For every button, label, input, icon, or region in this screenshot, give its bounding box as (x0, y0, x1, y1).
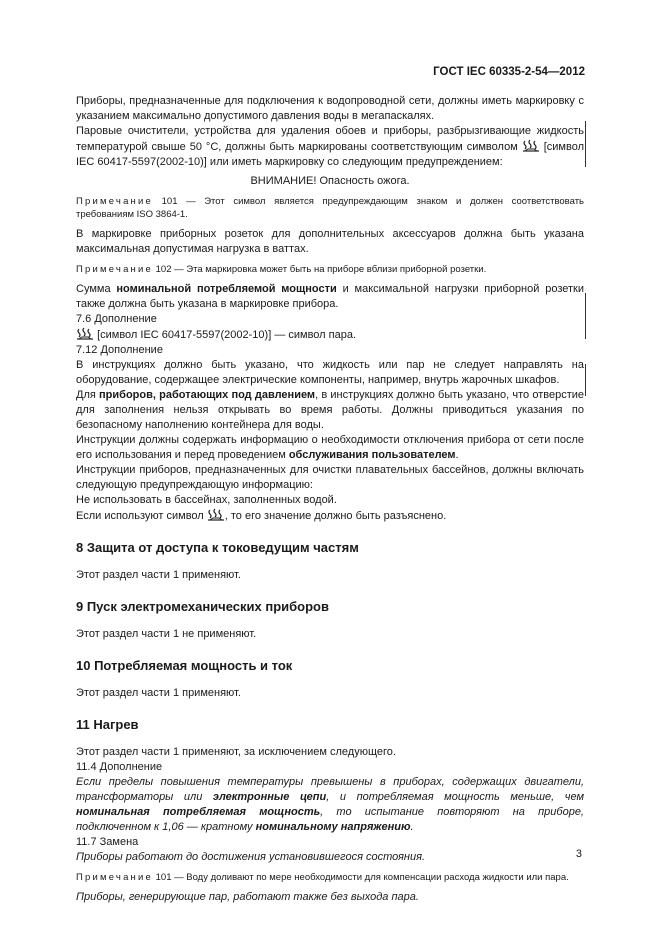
text-run: Сумма (76, 283, 117, 295)
text-run: , и потребляемая мощность меньше, чем (326, 791, 584, 803)
paragraph (76, 775, 584, 835)
steam-symbol-icon (207, 508, 225, 522)
paragraph: Этот раздел части 1 применяют, за исключением следующего. (76, 746, 396, 758)
defined-term: номинальной потребляемой мощности (116, 283, 337, 295)
steam-symbol-icon (522, 139, 540, 153)
paragraph: Этот раздел части 1 не применяют. (76, 628, 257, 640)
steam-symbol-icon (76, 327, 94, 341)
paragraph (76, 94, 584, 124)
paragraph-text: Паровые очистители, устройства для удаления обоев и приборы, разбрызгивающие жидкость температурой свыше 50 °С, должны быть маркированы соответствующим символом (76, 125, 584, 153)
text-run: . (410, 821, 414, 833)
paragraph (76, 327, 584, 343)
defined-term: электронные цепи (212, 791, 327, 803)
page-number: 3 (575, 848, 582, 860)
paragraph: Инструкции приборов, предназначенных для очистки плавательных бассейнов, должны включать следующую предупреждающую информацию: (76, 464, 584, 491)
text-run: , в инструкциях должно быть указано, что отверстие для заполнения нельзя открывать во время работы. Должны приводиться указания по безопасному наполнению контейнера для воды. (76, 389, 584, 431)
defined-term: обслуживания пользователем (288, 449, 456, 461)
paragraph: Этот раздел части 1 применяют. (76, 569, 241, 581)
paragraph: Приборы работают до достижения установившегося состояния. (76, 851, 426, 863)
note-label: Примечание (76, 872, 153, 883)
note-label: Примечание (76, 264, 153, 275)
subsection-title: 7.12 Дополнение (76, 344, 163, 356)
note-text: 101 — Этот символ является предупреждающим знаком и должен соответствовать требованиям ISO 3864-1. (76, 196, 584, 220)
subsection-title: 11.4 Дополнение (76, 761, 163, 773)
change-bar (585, 121, 586, 167)
section-heading: 10 Потребляемая мощность и ток (76, 658, 293, 673)
text-run: Если пределы повышения температуры превышены в приборах, содержащих двигатели, трансформаторы или (76, 776, 584, 803)
paragraph-text: [символ IEC 60417-5597(2002-10)] или иметь маркировку со следующим предупреждением: (76, 141, 584, 168)
paragraph (76, 124, 584, 170)
text-run: . (455, 449, 459, 461)
paragraph: В маркировке приборных розеток для дополнительных аксессуаров должна быть указана максимальная допустимая нагрузка в ваттах. (76, 228, 584, 255)
section-heading: 8 Защита от доступа к токоведущим частям (76, 540, 359, 555)
paragraph: Этот раздел части 1 применяют. (76, 687, 241, 699)
change-bar (585, 364, 586, 396)
document-body (76, 94, 584, 905)
text-run: , то его значение должно быть разъяснено. (224, 510, 447, 522)
note-label: Примечание (76, 196, 153, 207)
paragraph (76, 388, 584, 433)
warning-text: ВНИМАНИЕ! Опасность ожога. (250, 175, 410, 187)
document-header: ГОСТ IEC 60335-2-54—2012 (433, 66, 585, 78)
change-bar (585, 293, 586, 339)
paragraph (76, 433, 584, 463)
text-run: Для (76, 389, 100, 401)
note-text: 102 — Эта маркировка может быть на приборе вблизи приборной розетки. (155, 264, 487, 275)
defined-term: номинальному напряжению (255, 821, 411, 833)
text-run: и максимальной нагрузки приборной розетки также должна быть указана в маркировке прибора. (76, 283, 584, 310)
section-heading: 11 Нагрев (76, 717, 139, 732)
defined-term: приборов, работающих под давлением (99, 389, 316, 401)
note (76, 195, 584, 221)
text-run: Инструкции должны содержать информацию о необходимости отключения прибора от сети после его использования и перед проведением (76, 434, 584, 461)
paragraph (76, 282, 584, 312)
section-heading: 9 Пуск электромеханических приборов (76, 599, 329, 614)
paragraph: Не использовать в бассейнах, заполненных водой. (76, 494, 337, 506)
note (76, 871, 584, 884)
paragraph: В инструкциях должно быть указано, что жидкость или пар не следует направлять на оборудование, содержащее электрические компоненты, например, внутрь жарочных шкафов. (76, 359, 584, 386)
paragraph: Приборы, генерирующие пар, работают также без выхода пара. (76, 891, 419, 903)
subsection-title: 11.7 Замена (76, 836, 139, 848)
note-text: 101 — Воду доливают по мере необходимости для компенсации расхода жидкости или пара. (155, 872, 569, 883)
text-run: , то испытание повторяют на приборе, подключенном к 1,06 — кратному (76, 806, 584, 833)
note (76, 263, 584, 276)
paragraph-text: [символ IEC 60417-5597(2002-10)] — символ пара. (97, 329, 357, 341)
paragraph-text: Приборы, предназначенные для подключения к водопроводной сети, должны иметь маркировку с указанием максимально допустимого давления воды в мегапаскалях. (76, 95, 584, 122)
paragraph (76, 508, 584, 524)
subsection-title: 7.6 Дополнение (76, 313, 157, 325)
defined-term: номинальная потребляемая мощность (76, 806, 321, 818)
text-run: Если используют символ (76, 510, 204, 522)
